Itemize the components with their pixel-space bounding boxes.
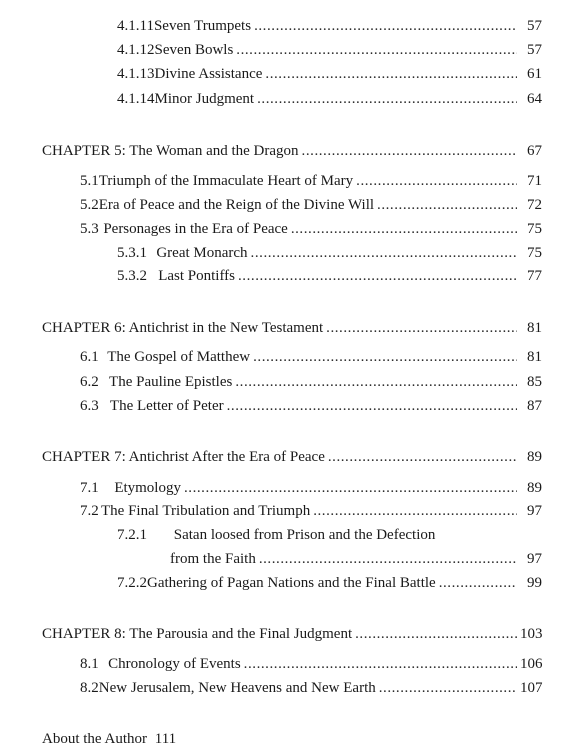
entry-title: Minor Judgment <box>154 91 255 107</box>
entry-page: 57 <box>527 18 542 34</box>
toc-section <box>80 347 542 367</box>
entry-title: Divine Assistance <box>154 66 263 82</box>
dot-leader <box>253 347 517 367</box>
section-number: 5.3 <box>80 221 99 237</box>
section-page: 89 <box>527 480 542 496</box>
toc-section <box>80 372 542 392</box>
dot-leader <box>184 478 517 498</box>
subsection-title: Last Pontiffs <box>158 268 235 284</box>
toc-entry <box>117 16 542 36</box>
subsection-page: 97 <box>527 551 542 567</box>
section-title: Personages in the Era of Peace <box>103 221 288 237</box>
subsection-page: 77 <box>527 268 542 284</box>
toc-subsection-continued <box>170 549 542 569</box>
section-page: 107 <box>520 680 543 696</box>
subsection-title: Great Monarch <box>156 245 248 261</box>
toc-subsection-first-line <box>117 525 435 545</box>
entry-number: 4.1.12 <box>117 42 155 58</box>
toc-section <box>80 396 542 416</box>
entry-title: Seven Trumpets <box>153 18 252 34</box>
dot-leader <box>244 654 517 674</box>
section-page: 75 <box>527 221 542 237</box>
entry-number: 4.1.11 <box>117 18 154 34</box>
section-number: 6.1 <box>80 349 99 365</box>
section-number: 5.1 <box>80 173 99 189</box>
dot-leader <box>379 678 517 698</box>
toc-entry <box>117 89 542 109</box>
dot-leader <box>236 40 517 60</box>
chapter-heading <box>42 318 542 338</box>
chapter-title: CHAPTER 8: The Parousia and the Final Judgment <box>42 626 353 642</box>
subsection-title-continued: from the Faith <box>170 551 256 567</box>
dot-leader <box>355 624 517 644</box>
dot-leader <box>302 141 517 161</box>
subsection-number: 5.3.1 <box>117 245 147 261</box>
toc-section <box>80 654 542 674</box>
section-number: 6.3 <box>80 398 99 414</box>
toc-section <box>80 195 542 215</box>
section-title: The Gospel of Matthew <box>107 349 251 365</box>
dot-leader <box>227 396 517 416</box>
dot-leader <box>259 549 517 569</box>
chapter-title: CHAPTER 5: The Woman and the Dragon <box>42 143 299 159</box>
dot-leader <box>251 243 517 263</box>
dot-leader <box>356 171 517 191</box>
dot-leader <box>326 318 517 338</box>
entry-page: 57 <box>527 42 542 58</box>
section-title: The Pauline Epistles <box>109 374 233 390</box>
toc-section <box>80 678 542 698</box>
subsection-title: Gathering of Pagan Nations and the Final Battle <box>147 575 436 591</box>
dot-leader <box>257 89 517 109</box>
dot-leader <box>328 447 517 467</box>
section-title: Chronology of Events <box>108 656 241 672</box>
dot-leader <box>254 16 517 36</box>
section-page: 81 <box>527 349 542 365</box>
entry-number: 4.1.13 <box>117 66 155 82</box>
section-title: New Jerusalem, New Heavens and New Earth <box>98 680 376 696</box>
subsection-page: 75 <box>527 245 542 261</box>
about-author-page: 111 <box>154 731 177 747</box>
subsection-title: Satan loosed from Prison and the Defection <box>173 527 436 543</box>
subsection-number: 7.2.1 <box>117 527 147 543</box>
dot-leader <box>291 219 517 239</box>
toc-section <box>80 171 542 191</box>
section-number: 7.1 <box>80 480 99 496</box>
chapter-page: 89 <box>527 449 542 465</box>
entry-title: Seven Bowls <box>154 42 234 58</box>
chapter-page: 67 <box>527 143 542 159</box>
section-page: 85 <box>527 374 542 390</box>
subsection-number: 7.2.2 <box>117 575 147 591</box>
section-title: The Final Tribulation and Triumph <box>101 503 311 519</box>
dot-leader <box>377 195 517 215</box>
section-title: Era of Peace and the Reign of the Divine Will <box>98 197 375 213</box>
section-page: 71 <box>527 173 542 189</box>
section-number: 5.2 <box>80 197 99 213</box>
entry-page: 61 <box>527 66 542 82</box>
dot-leader <box>235 372 517 392</box>
section-number: 6.2 <box>80 374 99 390</box>
section-page: 87 <box>527 398 542 414</box>
dot-leader <box>265 64 517 84</box>
chapter-page: 81 <box>527 320 542 336</box>
section-title: The Letter of Peter <box>109 398 224 414</box>
chapter-title: CHAPTER 6: Antichrist in the New Testament <box>42 320 324 336</box>
toc-section <box>80 478 542 498</box>
section-number: 8.1 <box>80 656 99 672</box>
toc-entry <box>117 64 542 84</box>
section-page: 97 <box>527 503 542 519</box>
toc-subsection <box>117 573 542 593</box>
chapter-heading <box>42 141 542 161</box>
chapter-heading <box>42 447 542 467</box>
about-author-title: About the Author <box>42 731 147 747</box>
section-page: 72 <box>527 197 542 213</box>
section-number: 7.2 <box>80 503 99 519</box>
toc-entry <box>117 40 542 60</box>
entry-page: 64 <box>527 91 542 107</box>
dot-leader <box>439 573 517 593</box>
dot-leader <box>238 266 517 286</box>
toc-section <box>80 501 542 521</box>
toc-subsection <box>117 266 542 286</box>
section-page: 106 <box>520 656 543 672</box>
entry-number: 4.1.14 <box>117 91 155 107</box>
chapter-page: 103 <box>520 626 543 642</box>
subsection-page: 99 <box>527 575 542 591</box>
toc-section <box>80 219 542 239</box>
dot-leader <box>313 501 517 521</box>
subsection-number: 5.3.2 <box>117 268 147 284</box>
section-title: Etymology <box>114 480 181 496</box>
section-title: Triumph of the Immaculate Heart of Mary <box>98 173 354 189</box>
chapter-heading <box>42 624 542 644</box>
toc-subsection <box>117 243 542 263</box>
section-number: 8.2 <box>80 680 99 696</box>
chapter-title: CHAPTER 7: Antichrist After the Era of Peace <box>42 449 325 465</box>
about-author-entry <box>42 729 176 749</box>
